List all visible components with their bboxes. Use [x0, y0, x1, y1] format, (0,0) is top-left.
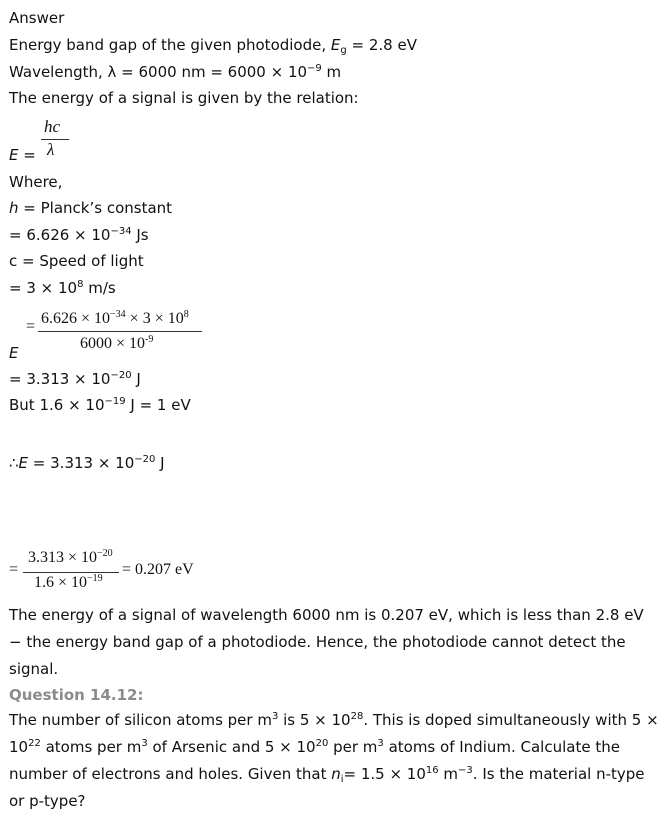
- conclusion-paragraph: The energy of a signal of wavelength 6000 nm is 0.207 eV, which is less than 2.8 eV − the energy band gap of a photodiode. Hence, the photodiode cannot detect the signal.: [9, 606, 644, 678]
- question-ni-subscript: i: [340, 774, 344, 785]
- c-value-exponent: 8: [77, 279, 84, 290]
- question-exp-3: 22: [28, 738, 41, 749]
- c-value-text: = 3 × 10: [9, 279, 78, 297]
- calc2-denominator: [34, 574, 103, 592]
- question-text-8: = 1.5 × 10: [343, 765, 426, 783]
- calc1-numerator: [41, 310, 189, 328]
- relation-intro: The energy of a signal is given by the relation:: [9, 89, 359, 107]
- question-text-5: of Arsenic and 5 × 10: [147, 738, 316, 756]
- formula1-lhs: [9, 146, 36, 164]
- formula1-lhs-text: E =: [9, 146, 36, 164]
- band-gap-label: Energy band gap of the given photodiode,: [9, 36, 331, 54]
- result1-text: = 3.313 × 10: [9, 370, 111, 388]
- conversion-text: But 1.6 × 10: [9, 396, 105, 414]
- formula1-fraction-bar: [41, 139, 69, 140]
- question-text-10: . Is the material n-type or p-type?: [9, 765, 645, 810]
- question-exp-5: 20: [315, 738, 329, 749]
- calc1-denominator-exp: -9: [145, 334, 154, 345]
- formula1-numerator: hc: [44, 117, 61, 136]
- calc2-result: = 0.207 eV: [122, 561, 194, 578]
- question-text-2: is 5 × 10: [278, 711, 351, 729]
- question-text-7: atoms of Indium. Calculate the number of electrons and holes. Given that: [9, 738, 620, 783]
- band-gap-subscript: g: [340, 45, 347, 56]
- h-value-unit: Js: [131, 226, 149, 244]
- wavelength-unit: m: [321, 63, 342, 81]
- calc2-numerator-exp: −20: [97, 548, 113, 559]
- question-exp-1: 3: [271, 711, 279, 722]
- calc2-denominator-exp: −19: [87, 573, 103, 584]
- h-definition-text: = Planck’s constant: [18, 199, 173, 217]
- calc1-equals: =: [26, 318, 36, 335]
- calc1-numerator-text: 6.626 × 10: [41, 310, 111, 327]
- question-exp-4: 3: [141, 738, 148, 749]
- therefore-symbol: ∴: [9, 454, 19, 472]
- c-value: [9, 279, 116, 297]
- calc2-fraction-bar: [23, 572, 119, 573]
- calc1-numerator-exp1: −34: [110, 309, 126, 320]
- calc2-equals: =: [9, 561, 19, 578]
- question-title: Question 14.12:: [9, 686, 144, 704]
- result1-exponent: −20: [110, 370, 132, 381]
- calc1-numerator-mid: × 3 × 10: [125, 310, 184, 327]
- question-text-4: atoms per m: [40, 738, 142, 756]
- band-gap-symbol: E: [330, 36, 341, 54]
- therefore-text: = 3.313 × 10: [28, 454, 135, 472]
- therefore-E: E: [18, 454, 29, 472]
- h-value-text: = 6.626 × 10: [9, 226, 111, 244]
- question-text-3: . This is doped simultaneously with 5 × 10: [9, 711, 659, 756]
- h-symbol: h: [9, 199, 19, 217]
- therefore-exponent: −20: [134, 454, 156, 465]
- question-exp-8: 16: [425, 765, 439, 776]
- calc1-denominator-text: 6000 × 10: [80, 335, 146, 352]
- c-value-unit: m/s: [83, 279, 116, 297]
- formula1-denominator: λ: [47, 140, 55, 159]
- c-definition: c = Speed of light: [9, 252, 144, 270]
- calc1-lhs-text: E: [9, 344, 19, 362]
- wavelength-text: Wavelength, λ = 6000 nm = 6000 × 10: [9, 63, 308, 81]
- calc2-numerator-text: 3.313 × 10: [28, 549, 98, 566]
- result1: [9, 370, 141, 388]
- question-text-6: per m: [328, 738, 378, 756]
- question-paragraph: [9, 707, 661, 815]
- band-gap-value: = 2.8 eV: [346, 36, 417, 54]
- calc1-denominator: [80, 335, 153, 353]
- calc1-numerator-exp2: 8: [183, 309, 189, 320]
- calc1-fraction-bar: [38, 331, 202, 332]
- h-value: [9, 226, 149, 244]
- question-text-1: The number of silicon atoms per m: [9, 711, 272, 729]
- question-exp-6: 3: [377, 738, 384, 749]
- question-exp-2: 28: [350, 711, 364, 722]
- question-exp-9: −3: [458, 765, 473, 776]
- question-text-9: m: [438, 765, 459, 783]
- question-ni-symbol: n: [331, 765, 341, 783]
- result1-unit: J: [131, 370, 141, 388]
- therefore-unit: J: [155, 454, 165, 472]
- wavelength-line: [9, 63, 341, 81]
- conversion-exponent: −19: [104, 396, 126, 407]
- h-value-exponent: −34: [110, 226, 132, 237]
- calc2-numerator: [28, 549, 113, 567]
- answer-heading: Answer: [9, 9, 65, 27]
- conversion-line: [9, 396, 191, 414]
- conversion-unit: J = 1 eV: [125, 396, 191, 414]
- where-label: Where,: [9, 173, 63, 191]
- calc1-lhs: [9, 344, 18, 362]
- h-definition: [9, 199, 172, 217]
- band-gap-line: [9, 36, 417, 54]
- wavelength-exponent: −9: [307, 63, 322, 74]
- calc2-denominator-text: 1.6 × 10: [34, 574, 88, 591]
- therefore-line: [9, 454, 165, 472]
